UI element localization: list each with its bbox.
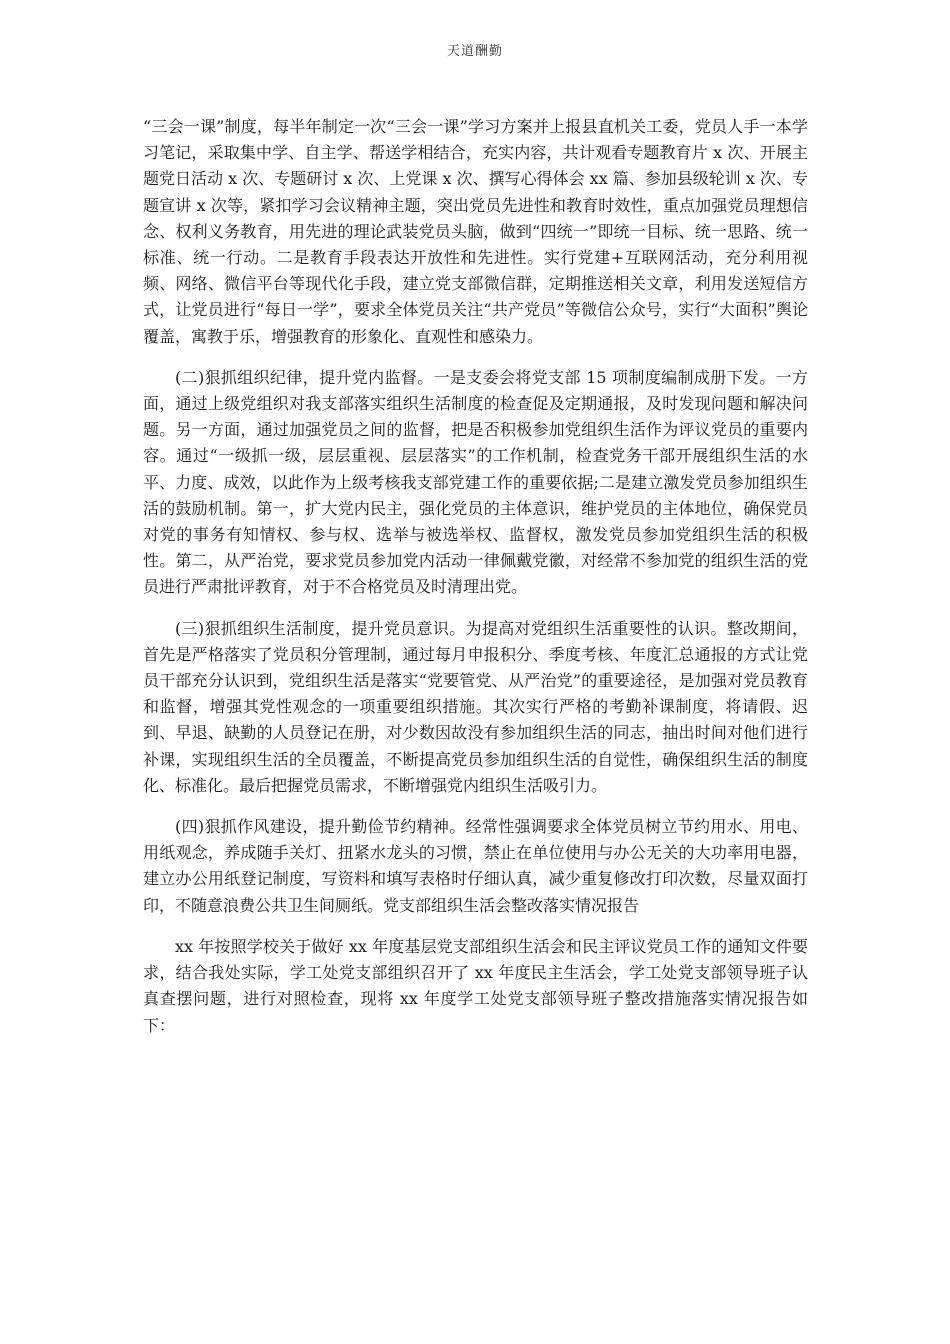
paragraph-party-study: “三会一课”制度，每半年制定一次“三会一课”学习方案并上报县直机关工委，党员人手一本学习笔记，采取集中学、自主学、帮送学相结合，充实内容，共计观看专题教育片 x 次、开展主题党日活动 x 次、专题研讨 x 次、上党课 x 次、撰写心得体会 xx 篇、参加县级轮训 x 次、专题宣讲 x 次等，紧扣学习会议精神主题，突出党员先进性和教育时效性，重点加强党员理想信念、权利义务教育，用先进的理论武装党员头脑，做到“四统一”即统一目标、统一思路、统一标准、统一行动。二是教育手段表达开放性和先进性。实行党建+互联网活动，充分利用视频、网络、微信平台等现代化手段，建立党支部微信群，定期推送相关文章，利用发送短信方式，让党员进行“每日一学”，要求全体党员关注“共产党员”等微信公众号，实行“大面积”舆论覆盖，寓教于乐，增强教育的形象化、直观性和感染力。 (143, 117, 809, 346)
paragraph-work-style: (四)狠抓作风建设，提升勤俭节约精神。经常性强调要求全体党员树立节约用水、用电、用纸观念，养成随手关灯、扭紧水龙头的习惯，禁止在单位使用与办公无关的大功率用电器，建立办公用纸登记制度，写资料和填写表格时仔细认真，减少重复修改打印次数，尽量双面打印，不随意浪费公共卫生间厕纸。党支部组织生活会整改落实情况报告 (143, 817, 808, 915)
paragraph-organization-discipline: (二)狠抓组织纪律，提升党内监督。一是支委会将党支部 15 项制度编制成册下发。一方面，通过上级党组织对我支部落实组织生活制度的检查促及定期通报，及时发现问题和解决问题。另一方面，通过加强党员之间的监督，把是否积极参加党组织生活作为评议党员的重要内容。通过“一级抓一级，层层重视、层层落实”的工作机制，检查党务干部开展组织生活的水平、力度、成效，以此作为上级考核我支部党建工作的重要依据;二是建立激发党员参加组织生活的鼓励机制。第一，扩大党内民主，强化党员的主体意识，维护党员的主体地位，确保党员对党的事务有知情权、参与权、选举与被选举权、监督权，激发党员参加党组织生活的积极性。第二，从严治党，要求党员参加党内活动一律佩戴党徽，对经常不参加党的组织生活的党员进行严肃批评教育，对于不合格党员及时清理出党。 (143, 367, 808, 597)
page-header: 天道酬勤 (446, 44, 503, 59)
document-body (143, 114, 808, 1054)
paragraph-organization-life-system: (三)狠抓组织生活制度，提升党员意识。为提高对党组织生活重要性的认识。整改期间，首先是严格落实了党员积分管理制，通过每月申报积分、季度考核、年度汇总通报的方式让党员干部充分认识到，党组织生活是落实“党要管党、从严治党”的重要途径，是加强对党员教育和监督，增强其党性观念的一项重要组织措施。其次实行严格的考勤补课制度，将请假、迟到、早退、缺勤的人员登记在册，对少数因故没有参加组织生活的同志，抽出时间对他们进行补课，实现组织生活的全员覆盖，不断提高党员参加组织生活的自觉性，确保组织生活的制度化、标准化。最后把握党员需求，不断增强党内组织生活吸引力。 (143, 618, 808, 795)
paragraph-report-intro: xx 年按照学校关于做好 xx 年度基层党支部组织生活会和民主评议党员工作的通知文件要求，结合我处实际，学工处党支部组织召开了 xx 年度民主生活会，学工处党支部领导班子认真查摆问题，进行对照检查，现将 xx 年度学工处党支部领导班子整改措施落实情况报告如下： (143, 936, 808, 1035)
